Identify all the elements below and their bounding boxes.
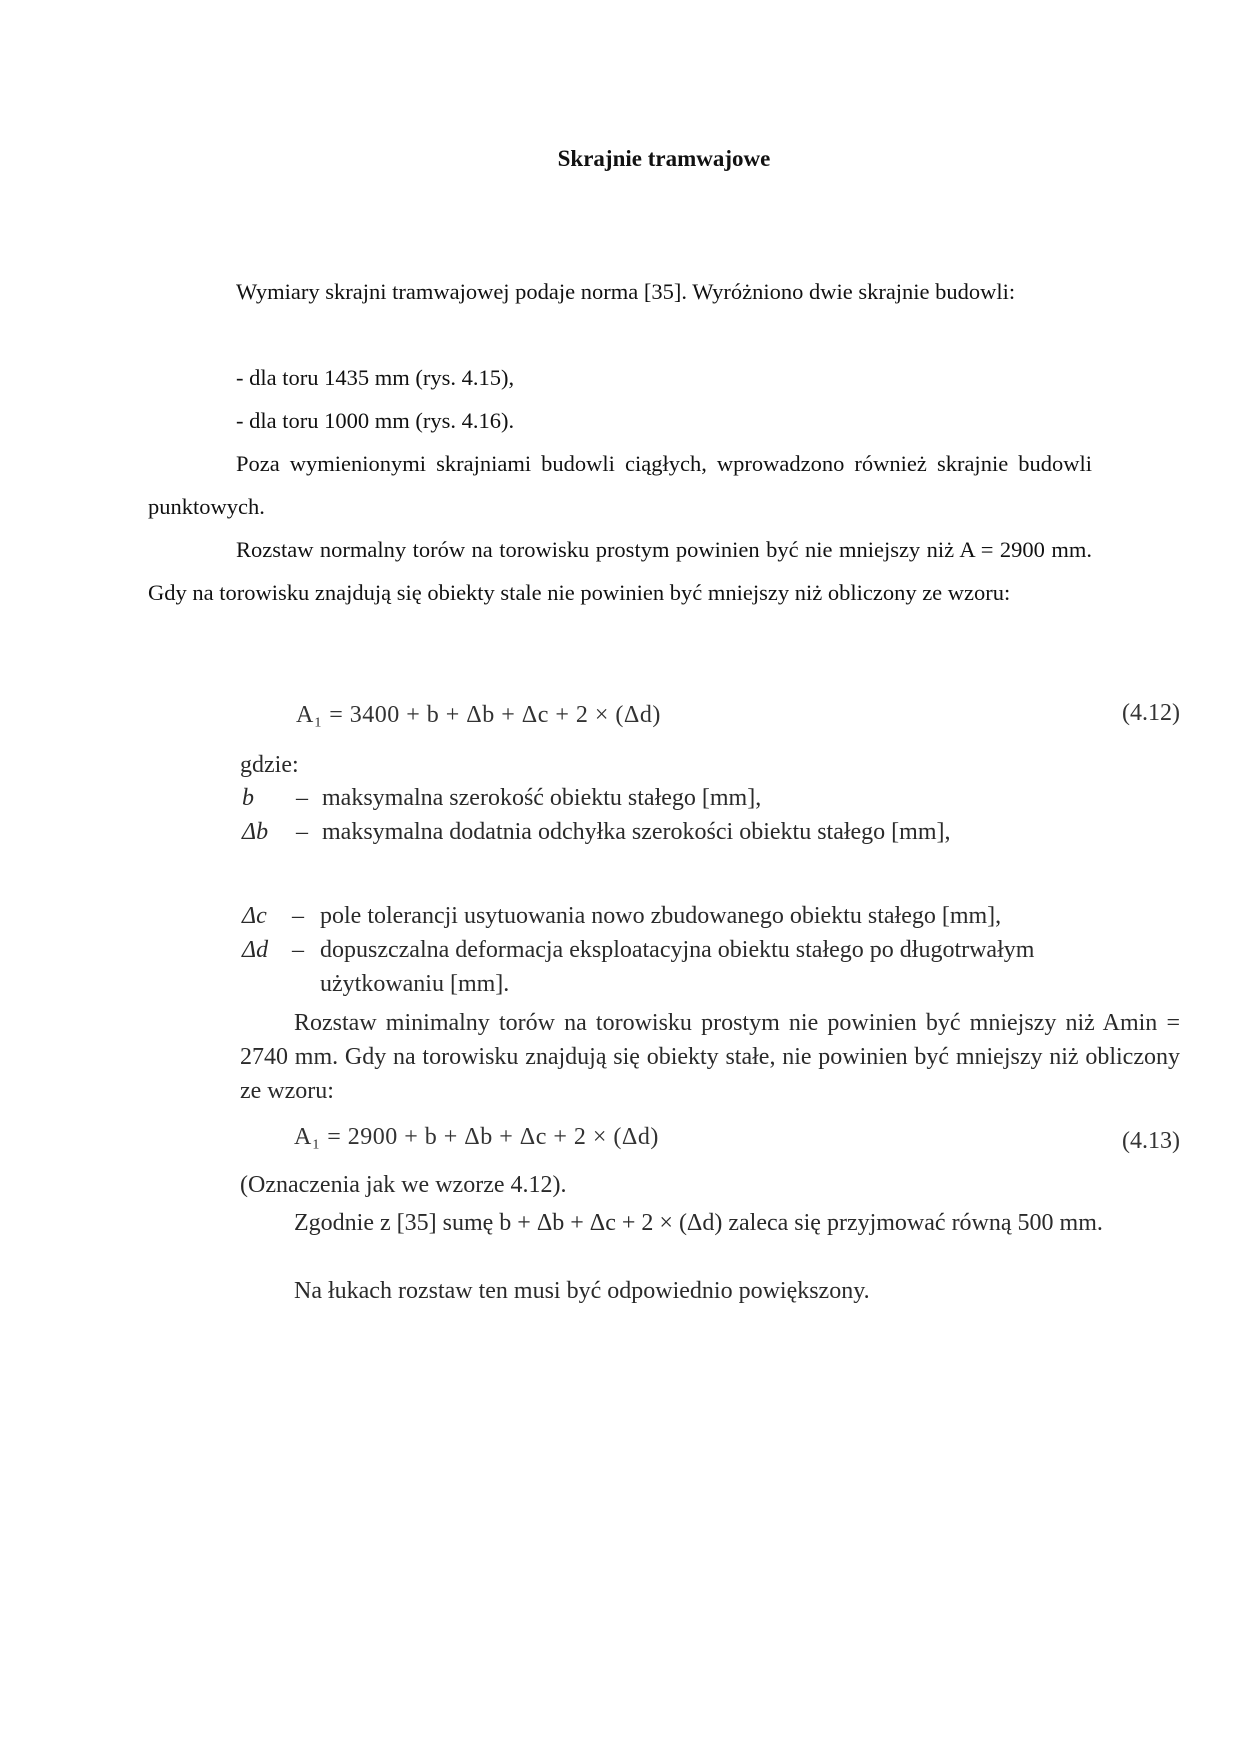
- where-label: gdzie:: [240, 752, 299, 778]
- paragraph-minimal-spacing: Rozstaw minimalny torów na torowisku prostym nie powinien być mniejszy niż Amin = 2740 mm. Gdy na torowisku znajdują się obiekty stałe, nie powinien być mniejszy niż obliczony ze wzoru:: [240, 1010, 1180, 1104]
- paragraph-curves: Na łukach rozstaw ten musi być odpowiednio powiększony.: [294, 1278, 870, 1304]
- definition-dash: –: [296, 785, 308, 811]
- list-item-1000: - dla toru 1000 mm (rys. 4.16).: [236, 408, 515, 433]
- definition-text: maksymalna dodatnia odchyłka szerokości obiektu stałego [mm],: [322, 819, 951, 845]
- definition-text-continued: użytkowaniu [mm].: [320, 971, 510, 997]
- definition-symbol: b: [242, 785, 254, 811]
- formula-4-13: A₁ = 2900 + b + Δb + Δc + 2 × (Δd): [294, 1124, 659, 1150]
- notation-note: (Oznaczenia jak we wzorze 4.12).: [240, 1172, 567, 1198]
- definition-symbol: Δd: [242, 937, 269, 963]
- paragraph-intro: Wymiary skrajni tramwajowej podaje norma [35]. Wyróżniono dwie skrajnie budowli:: [236, 279, 1016, 304]
- equation-number-4-13: (4.13): [1122, 1128, 1180, 1154]
- paragraph-recommended-sum: Zgodnie z [35] sumę b + Δb + Δc + 2 × (Δd) zaleca się przyjmować równą 500 mm.: [294, 1210, 1103, 1236]
- formula-4-12: A₁ = 3400 + b + Δb + Δc + 2 × (Δd): [296, 702, 661, 728]
- definition-dash: –: [292, 903, 304, 929]
- definition-text: pole tolerancji usytuowania nowo zbudowanego obiektu stałego [mm],: [320, 903, 1002, 929]
- definition-text: maksymalna szerokość obiektu stałego [mm],: [322, 785, 762, 811]
- definition-symbol: Δb: [242, 819, 269, 845]
- paragraph-point-structures: Poza wymienionymi skrajniami budowli ciągłych, wprowadzono również skrajnie budowli punktowych.: [148, 451, 1092, 519]
- definition-dash: –: [292, 937, 304, 963]
- equation-number-4-12: (4.12): [1122, 700, 1180, 726]
- definition-symbol: Δc: [242, 903, 267, 929]
- paragraph-normal-spacing: Rozstaw normalny torów na torowisku prostym powinien być nie mniejszy niż A = 2900 mm. Gdy na torowisku znajdują się obiekty stale nie powinien być mniejszy niż obliczony ze wzoru:: [148, 537, 1092, 605]
- page-title: Skrajnie tramwajowe: [557, 146, 771, 171]
- definition-text: dopuszczalna deformacja eksploatacyjna obiektu stałego po długotrwałym: [320, 937, 1035, 963]
- definition-dash: –: [296, 819, 308, 845]
- list-item-1435: - dla toru 1435 mm (rys. 4.15),: [236, 365, 515, 390]
